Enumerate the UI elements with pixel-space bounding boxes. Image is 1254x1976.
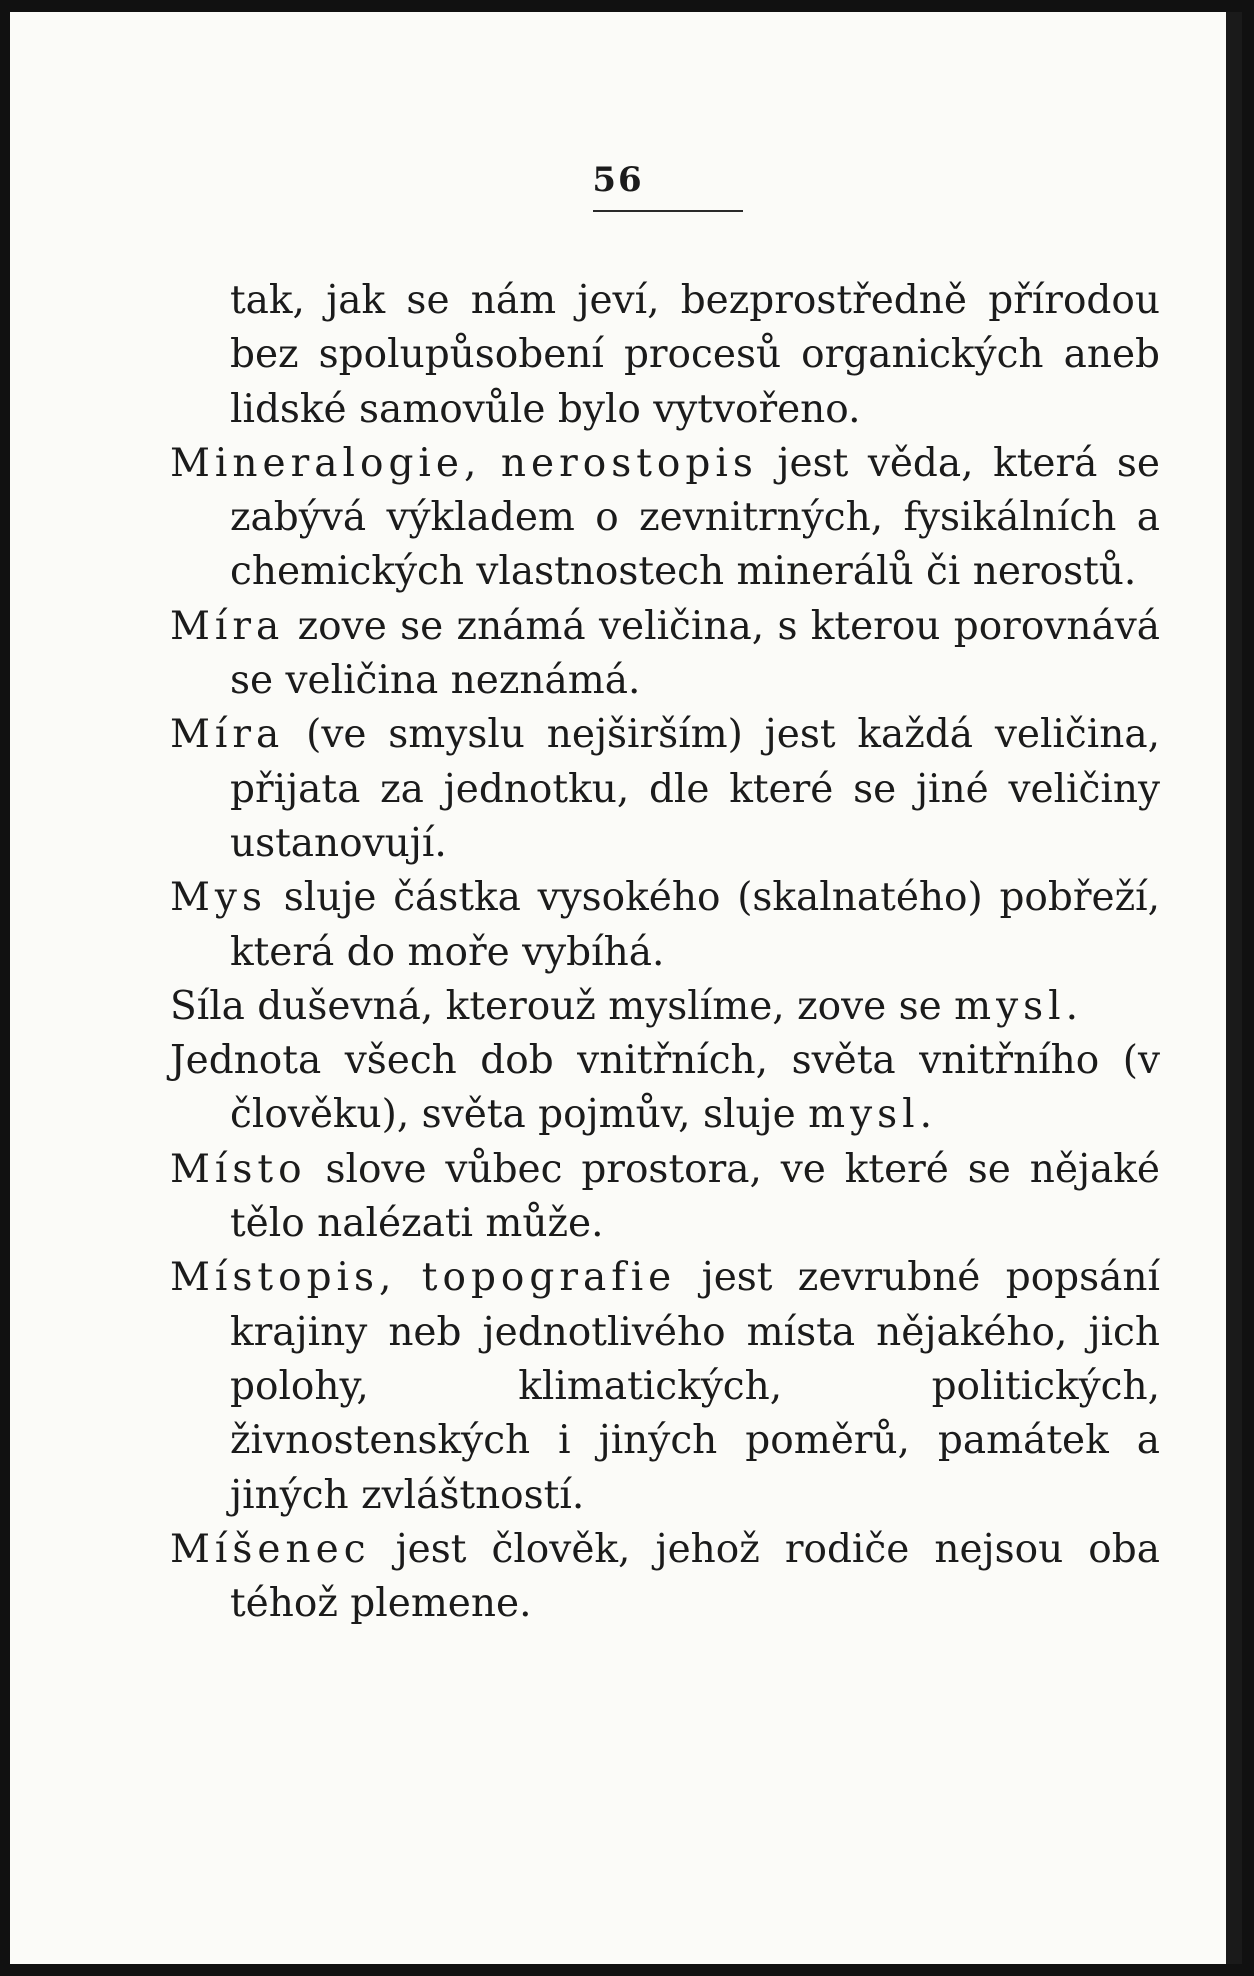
page-number: 56 bbox=[592, 160, 644, 200]
entry-text: sluje částka vysokého (skalnatého) pobřeží, která do moře vybíhá. bbox=[230, 875, 1160, 975]
page-number-rule bbox=[593, 210, 743, 212]
entry-mys bbox=[170, 871, 1160, 980]
entry-text: slove vůbec prostora, ve které se nějaké tělo nalézati může. bbox=[230, 1146, 1160, 1247]
entry-misto bbox=[170, 1143, 1160, 1252]
entry-term: Míra bbox=[170, 603, 285, 649]
entry-mistopis bbox=[170, 1251, 1160, 1522]
entry-text: Jednota všech dob vnitřních, světa vnitřního (v člověku), světa pojmův, sluje bbox=[170, 1038, 1160, 1138]
entry-term: Místopis, bbox=[170, 1255, 397, 1301]
page-body bbox=[170, 274, 1160, 1631]
entry-term: Místo bbox=[170, 1146, 307, 1192]
entry-term-alt: nerostopis bbox=[500, 440, 758, 486]
entry-jednota bbox=[170, 1034, 1160, 1143]
entry-term: Míra bbox=[170, 712, 285, 758]
book-page bbox=[10, 12, 1242, 1964]
entry-mineralogie bbox=[170, 437, 1160, 600]
entry-text: jest člověk, jehož rodiče nejsou oba téhož plemene. bbox=[230, 1526, 1160, 1627]
entry-text: . bbox=[919, 1092, 933, 1138]
entry-text: jest věda, která se zabývá výkladem o zevnitrných, fysikálních a chemických vlastnostech minerálů či nerostů. bbox=[230, 440, 1160, 595]
entry-misenec bbox=[170, 1523, 1160, 1632]
entry-text: zove se známá veličina, s kterou porovnává se veličina neznámá. bbox=[230, 603, 1160, 704]
entry-text: jest zevrubné popsání krajiny neb jednotlivého místa nějakého, jich polohy, klimatických, politických, živnostenských i jiných poměrů, památek a jiných zvláštností. bbox=[230, 1255, 1160, 1518]
paragraph-continuation bbox=[170, 274, 1160, 437]
entry-term: Mys bbox=[170, 875, 267, 921]
entry-term-alt: topografie bbox=[421, 1255, 677, 1301]
entry-text bbox=[396, 1255, 421, 1300]
entry-text bbox=[481, 441, 501, 486]
entry-text: (ve smyslu nejširším) jest každá veličina, přijata za jednotku, dle které se jiné veličiny ustanovují. bbox=[230, 712, 1160, 866]
entry-term: mysl bbox=[954, 983, 1066, 1029]
entry-term: Mineralogie, bbox=[170, 440, 482, 486]
paragraph-text: tak, jak se nám jeví, bezprostředně přírodou bez spolupůsobení procesů organických aneb lidské samovůle bylo vytvořeno. bbox=[230, 278, 1160, 432]
entry-text: . bbox=[1065, 983, 1079, 1029]
entry-term: Míšenec bbox=[170, 1526, 371, 1572]
entry-mira-1 bbox=[170, 600, 1160, 709]
entry-mira-2 bbox=[170, 708, 1160, 871]
entry-term: mysl bbox=[808, 1092, 920, 1138]
entry-sila-dusevna bbox=[170, 980, 1160, 1034]
entry-text: Síla duševná, kterouž myslíme, zove se bbox=[170, 983, 955, 1029]
